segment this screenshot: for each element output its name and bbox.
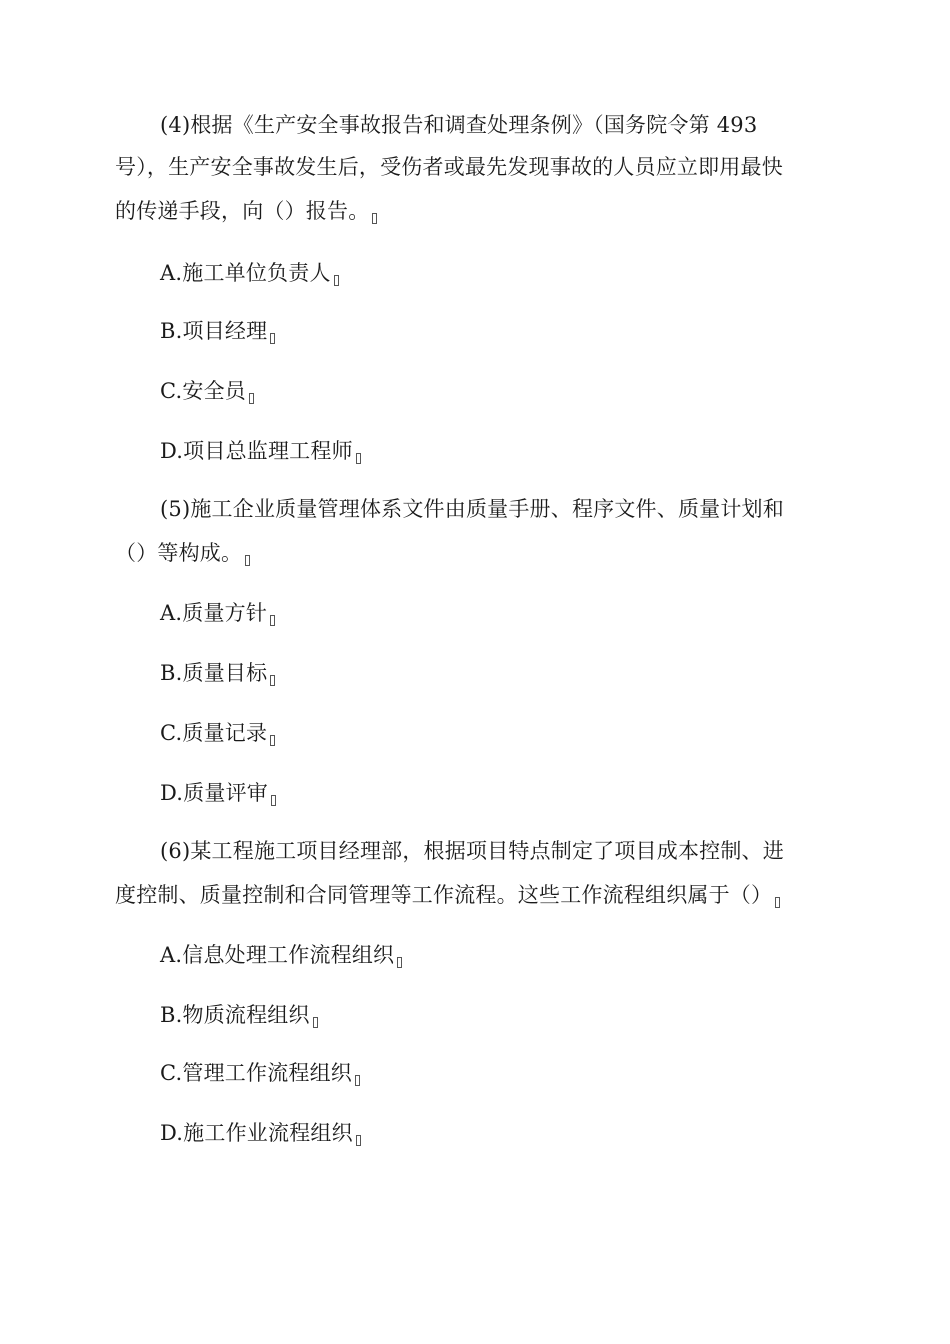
paragraph-mark-icon (270, 675, 275, 686)
question-5-stem-line-1: (5)施工企业质量管理体系文件由质量手册、程序文件、质量计划和 (160, 497, 784, 521)
question-4-option-b: B.项目经理 (160, 316, 275, 346)
question-4-option-c: C.安全员 (160, 376, 254, 406)
paragraph-mark-icon (249, 393, 254, 404)
question-5-option-b: B.质量目标 (160, 658, 275, 688)
question-4-stem-line-2: 号），生产安全事故发生后，受伤者或最先发现事故的人员应立即用最快 (115, 155, 783, 179)
paragraph-mark-icon (270, 735, 275, 746)
question-5-option-a: A.质量方针 (160, 598, 275, 628)
paragraph-mark-icon (270, 615, 275, 626)
paragraph-mark-icon (270, 333, 275, 344)
question-4-stem-line-1: (4)根据《生产安全事故报告和调查处理条例》（国务院令第 493 (160, 113, 758, 137)
paragraph-mark-icon (355, 1075, 360, 1086)
paragraph-mark-icon (245, 555, 250, 566)
question-6-option-c: C.管理工作流程组织 (160, 1058, 360, 1088)
question-6-stem-line-2: 度控制、质量控制和合同管理等工作流程。这些工作流程组织属于（） (115, 880, 780, 910)
question-5-stem-line-2: （）等构成。 (115, 538, 250, 568)
question-5-option-c: C.质量记录 (160, 718, 275, 748)
paragraph-mark-icon (372, 213, 377, 224)
paragraph-mark-icon (397, 957, 402, 968)
paragraph-mark-icon (334, 275, 339, 286)
question-6-option-d: D.施工作业流程组织 (160, 1118, 361, 1148)
question-6-option-a: A.信息处理工作流程组织 (160, 940, 402, 970)
paragraph-mark-icon (356, 453, 361, 464)
question-6-option-b: B.物质流程组织 (160, 1000, 318, 1030)
question-4-stem-line-3: 的传递手段，向（）报告。 (115, 196, 377, 226)
question-4-option-d: D.项目总监理工程师 (160, 436, 361, 466)
question-5-option-d: D.质量评审 (160, 778, 276, 808)
question-6-stem-line-1: (6)某工程施工项目经理部，根据项目特点制定了项目成本控制、进 (160, 839, 784, 863)
paragraph-mark-icon (356, 1135, 361, 1146)
paragraph-mark-icon (775, 897, 780, 908)
question-4-option-a: A.施工单位负责人 (160, 258, 339, 288)
paragraph-mark-icon (271, 795, 276, 806)
paragraph-mark-icon (313, 1017, 318, 1028)
